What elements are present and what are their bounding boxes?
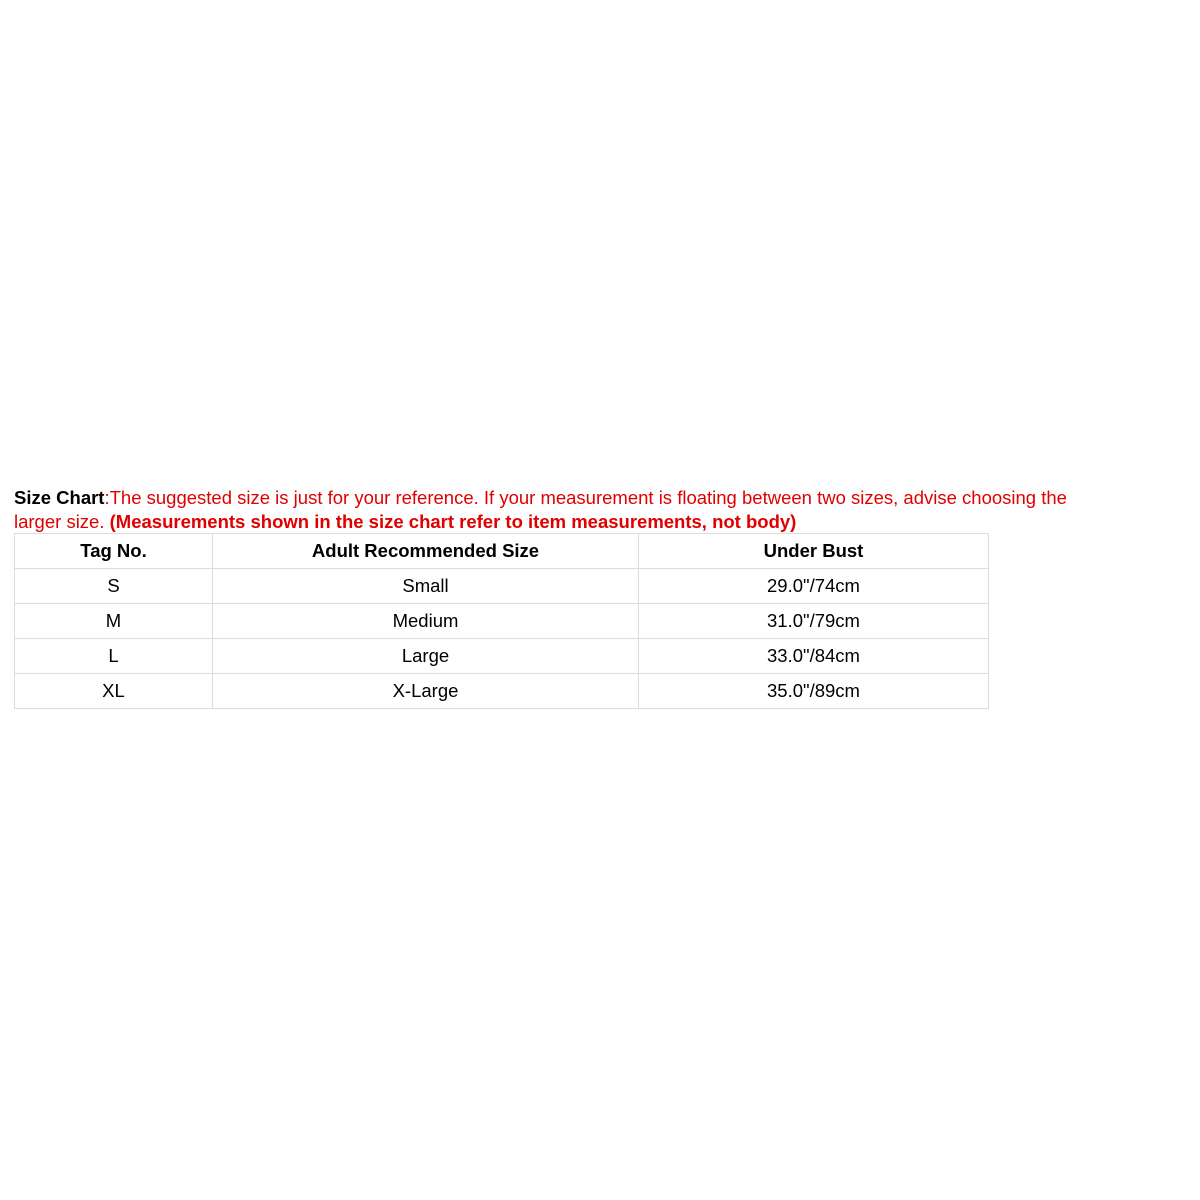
header-adult-recommended-size: Adult Recommended Size <box>213 534 639 569</box>
table-row <box>15 674 989 709</box>
size-chart-intro <box>14 486 1194 534</box>
cell-tag-no: L <box>15 639 213 674</box>
size-table <box>14 533 989 709</box>
header-under-bust: Under Bust <box>639 534 989 569</box>
intro-text-line1: The suggested size is just for your reference. If your measurement is floating between two sizes, advise choosing the <box>109 487 1067 508</box>
intro-text-line2: larger size. <box>14 511 110 532</box>
cell-recommended-size: X-Large <box>213 674 639 709</box>
table-header-row <box>15 534 989 569</box>
title-separator: : <box>104 487 110 508</box>
cell-under-bust: 29.0"/74cm <box>639 569 989 604</box>
cell-recommended-size: Small <box>213 569 639 604</box>
cell-tag-no: XL <box>15 674 213 709</box>
table-row <box>15 569 989 604</box>
table-row <box>15 604 989 639</box>
cell-tag-no: S <box>15 569 213 604</box>
table-row <box>15 639 989 674</box>
cell-recommended-size: Large <box>213 639 639 674</box>
header-tag-no: Tag No. <box>15 534 213 569</box>
cell-tag-no: M <box>15 604 213 639</box>
cell-under-bust: 33.0"/84cm <box>639 639 989 674</box>
size-chart-title: Size Chart <box>14 487 105 508</box>
cell-under-bust: 35.0"/89cm <box>639 674 989 709</box>
cell-under-bust: 31.0"/79cm <box>639 604 989 639</box>
cell-recommended-size: Medium <box>213 604 639 639</box>
measurement-note: (Measurements shown in the size chart refer to item measurements, not body) <box>109 511 797 532</box>
